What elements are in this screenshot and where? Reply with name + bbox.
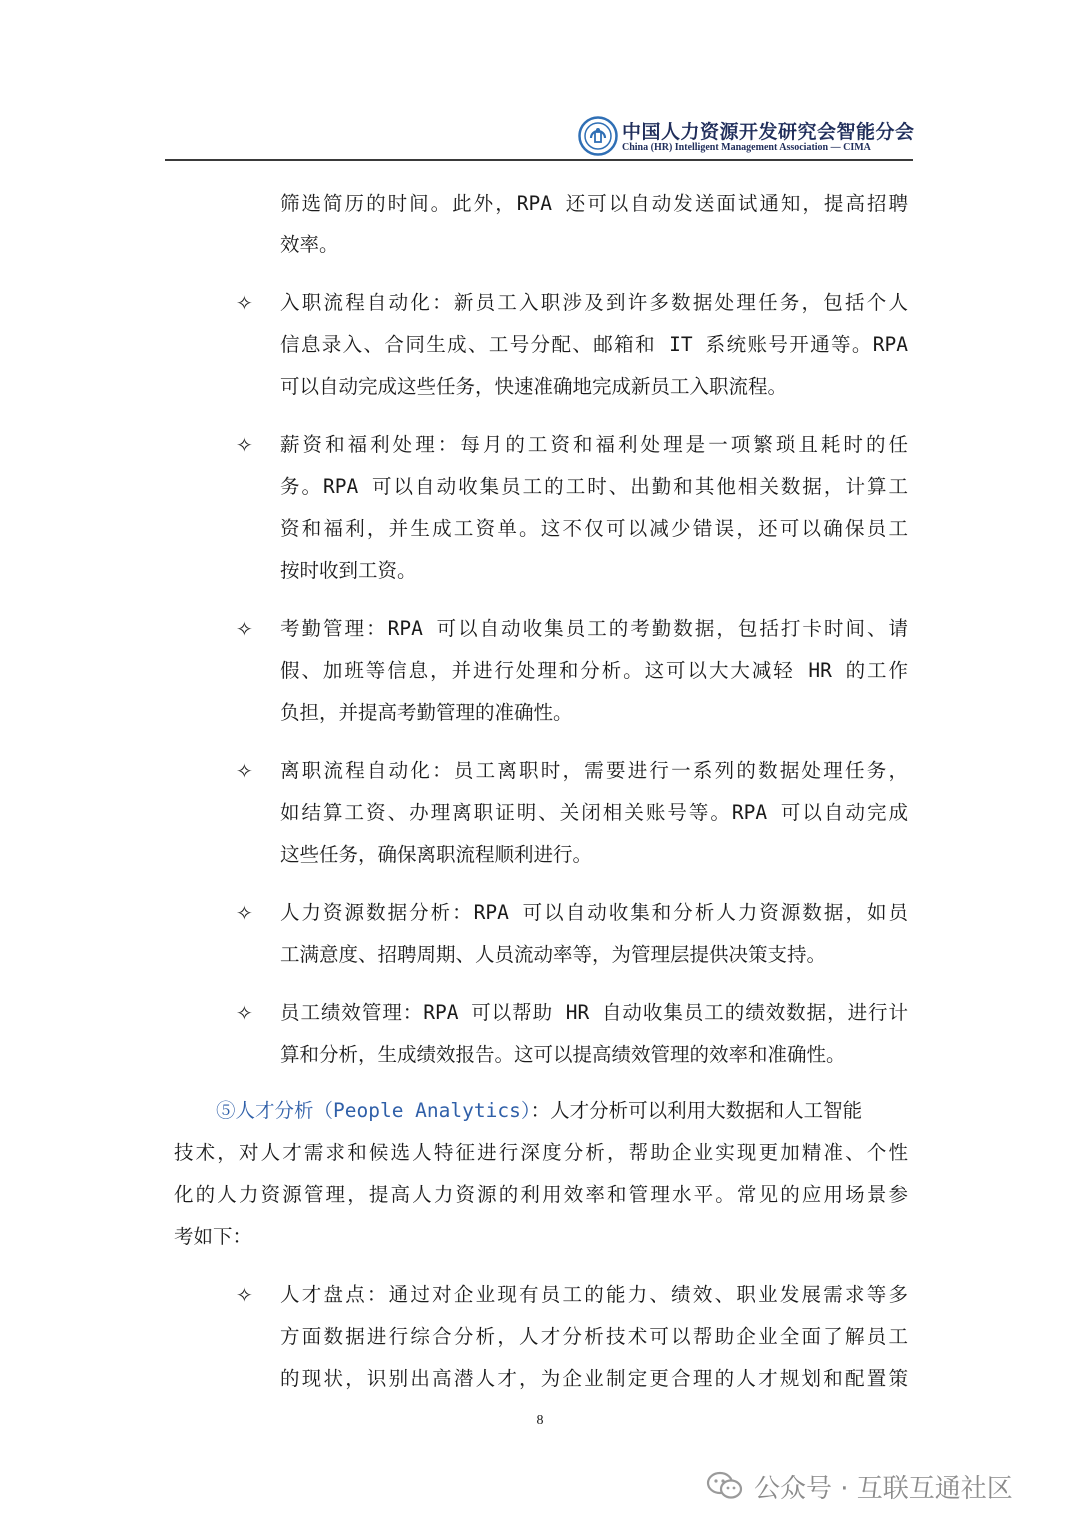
section-first-line [216,1099,908,1123]
bullet-icon: ✧ [236,617,253,641]
text-line: 化的人力资源管理，提高人力资源的利用效率和管理水平。常见的应用场景参 [174,1183,908,1206]
text-line: 信息录入、合同生成、工号分配、邮箱和 IT 系统账号开通等。RPA [280,333,908,356]
text-line: 可以自动完成这些任务，快速准确地完成新员工入职流程。 [280,375,788,398]
section-first-text: ：人才分析可以利用大数据和人工智能 [530,1099,863,1122]
bullet-icon: ✧ [236,1001,253,1025]
text-line: 的现状，识别出高潜人才，为企业制定更合理的人才规划和配置策 [280,1367,908,1390]
text-line: 负担，并提高考勤管理的准确性。 [280,701,573,724]
text-line: 按时收到工资。 [280,559,417,582]
text-line: 人才盘点：通过对企业现有员工的能力、绩效、职业发展需求等多 [280,1283,908,1306]
bullet-icon: ✧ [236,759,253,783]
text-line: 离职流程自动化：员工离职时，需要进行一系列的数据处理任务， [280,759,908,782]
text-line: 考勤管理：RPA 可以自动收集员工的考勤数据，包括打卡时间、请 [280,617,908,640]
org-name-en: China (HR) Intelligent Management Association — CIMA [622,142,871,153]
bullet-icon: ✧ [236,291,253,315]
text-line: 方面数据进行综合分析，人才分析技术可以帮助企业全面了解员工 [280,1325,908,1348]
text-line: 资和福利，并生成工资单。这不仅可以减少错误，还可以确保员工 [280,517,908,540]
text-line: 工满意度、招聘周期、人员流动率等，为管理层提供决策支持。 [280,943,827,966]
text-line: 这些任务，确保离职流程顺利进行。 [280,843,593,866]
text-line: 薪资和福利处理：每月的工资和福利处理是一项繁琐且耗时的任 [280,433,908,456]
watermark [706,1466,1013,1506]
watermark-text: 公众号 · 互联互通社区 [754,1473,1013,1504]
text-line: 筛选简历的时间。此外，RPA 还可以自动发送面试通知，提高招聘 [280,192,908,215]
wechat-icon [706,1471,744,1501]
text-line: 假、加班等信息，并进行处理和分析。这可以大大减轻 HR 的工作 [280,659,908,682]
text-line: 务。RPA 可以自动收集员工的工时、出勤和其他相关数据，计算工 [280,475,908,498]
bullet-icon: ✧ [236,433,253,457]
org-name-cn: 中国人力资源开发研究会智能分会 [622,121,915,143]
text-line: 员工绩效管理：RPA 可以帮助 HR 自动收集员工的绩效数据，进行计 [280,1001,908,1024]
cima-logo-icon [578,116,618,156]
page-header [0,0,1080,160]
header-divider [165,159,913,161]
text-line: 人力资源数据分析：RPA 可以自动收集和分析人力资源数据，如员 [280,901,908,924]
bullet-icon: ✧ [236,1283,253,1307]
section-title: ⑤人才分析（People Analytics） [216,1099,531,1122]
text-line: 技术，对人才需求和候选人特征进行深度分析，帮助企业实现更加精准、个性 [174,1141,908,1164]
text-line: 效率。 [280,233,339,256]
text-line: 算和分析，生成绩效报告。这可以提高绩效管理的效率和准确性。 [280,1043,846,1066]
text-line: 入职流程自动化：新员工入职涉及到许多数据处理任务，包括个人 [280,291,908,314]
text-line: 如结算工资、办理离职证明、关闭相关账号等。RPA 可以自动完成 [280,801,908,824]
page-number: 8 [536,1413,544,1428]
text-line: 考如下： [174,1225,253,1248]
bullet-icon: ✧ [236,901,253,925]
